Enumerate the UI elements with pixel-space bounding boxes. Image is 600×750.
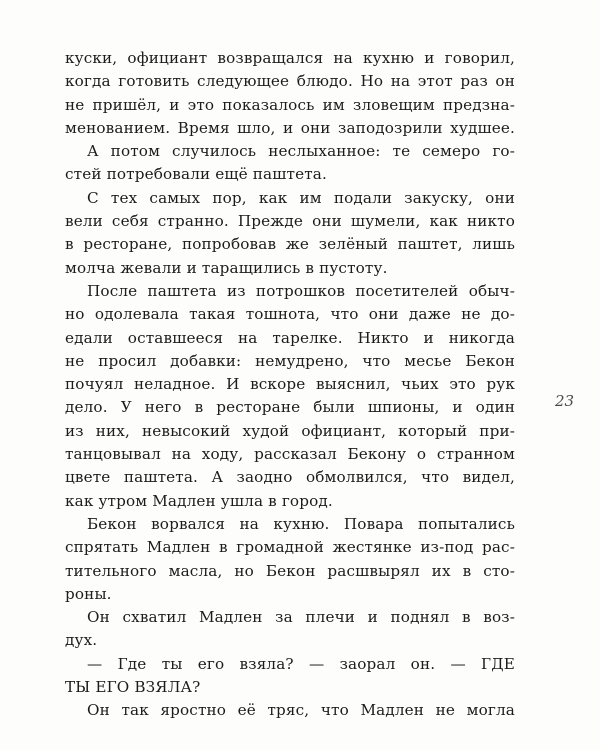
page-number: 23 [555, 392, 575, 410]
text-line: стей потребовали ещё паштета. [65, 165, 327, 184]
text-line: но одолевала такая тошнота, что они даже не до- [65, 305, 515, 324]
text-line: вели себя странно. Прежде они шумели, как никто [65, 212, 515, 231]
text-line: А потом случилось неслыханное: те семеро го- [87, 142, 515, 161]
text-line: танцовывал на ходу, рассказал Бекону о странном [65, 445, 515, 464]
text-line: как утром Мадлен ушла в город. [65, 491, 333, 510]
text-line: едали оставшееся на тарелке. Никто и никогда [65, 328, 515, 347]
text-line: спрятать Мадлен в громадной жестянке из-под рас- [65, 538, 515, 557]
text-line: Он схватил Мадлен за плечи и поднял в воз- [87, 608, 515, 627]
text-line: не просил добавки: немудрено, что месье Бекон [65, 351, 515, 370]
text-line: тительного масла, но Бекон расшвырял их в сто- [65, 561, 515, 580]
text-line: из них, невысокий худой официант, который при- [65, 421, 515, 440]
text-line: не пришёл, и это показалось им зловещим предзна- [65, 95, 515, 114]
text-line: — Где ты его взяла? — заорал он. — ГДЕ [87, 654, 515, 673]
text-line: куски, официант возвращался на кухню и говорил, [65, 49, 515, 67]
body-text [65, 47, 515, 723]
text-line: дело. У него в ресторане были шпионы, и один [65, 398, 515, 417]
text-line: Бекон ворвался на кухню. Повара попытались [87, 514, 515, 533]
text-line: менованием. Время шло, и они заподозрили худшее. [65, 118, 515, 137]
text-line: Он так яростно её тряс, что Мадлен не могла [87, 701, 515, 720]
text-line: в ресторане, попробовав же зелёный паштет, лишь [65, 235, 515, 254]
text-line: молча жевали и таращились в пустоту. [65, 258, 388, 277]
text-line: почуял неладное. И вскоре выяснил, чьих это рук [65, 375, 515, 394]
text-line: цвете паштета. А заодно обмолвился, что видел, [65, 468, 515, 487]
text-line: дух. [65, 631, 98, 650]
text-line: роны. [65, 584, 112, 603]
text-line: С тех самых пор, как им подали закуску, они [87, 188, 515, 207]
text-line: ТЫ ЕГО ВЗЯЛА? [65, 678, 201, 697]
text-line: После паштета из потрошков посетителей обыч- [87, 281, 515, 300]
text-line: когда готовить следующее блюдо. Но на этот раз он [65, 72, 515, 91]
